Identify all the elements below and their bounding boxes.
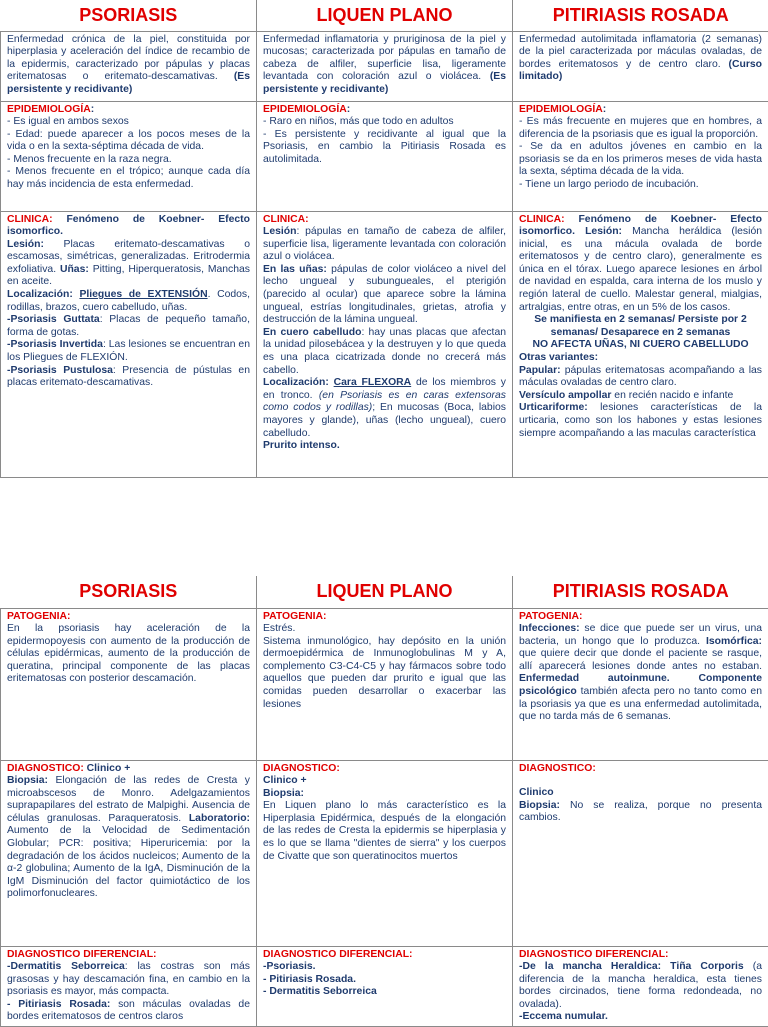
table-top (0, 0, 768, 478)
clinica-pitiriasis: CLINICA: Fenómeno de Koebner- Efecto isomorfico. Lesión: Mancha heráldica (lesión inicial, es una mácula ovalada de borde eritematosos y de centro claro), generalmente es única en el tórax. Luego aparece lesiones en árbol de navidad en espalda, cara interna de los muslo y región lateral de cuello. Malestar general, mialgias, artralgias, entre otras, en un 5% de los casos. Se manifiesta en 2 semanas/ Persiste por 2 semanas/ Desaparece en 2 semanas NO AFECTA UÑAS, NI CUERO CABELLUDO Otras variantes: Papular: pápulas eritematosas acompañando a las máculas ovaladas de centro claro. Versículo ampollar en recién nacido e infante Urticariforme: lesiones características de la urticaria, como son los habones y estas lesiones siempre acompañando a las maculas característica (513, 211, 768, 477)
diferencial-liquen: DIAGNOSTICO DIFERENCIAL: -Psoriasis. - Pitiriasis Rosada. - Dermatitis Seborreica (257, 946, 513, 1027)
header-psoriasis: PSORIASIS (1, 0, 257, 31)
header-psoriasis-2: PSORIASIS (1, 576, 257, 608)
table-bottom (0, 576, 768, 1027)
patogenia-pitiriasis: PATOGENIA: Infecciones: se dice que puede ser un virus, una bacteria, un hongo que lo produzca. Isomórfica: que quiere decir que donde el paciente se rasque, allí aparecerá lesiones donde antes no estaban. Enfermedad autoinmune. Componente psicológico también afecta pero no tanto como en la psoriasis ya que es una enfermedad autolimitada, que no tarda más de 6 semanas. (513, 608, 768, 760)
header-liquen-plano: LIQUEN PLANO (257, 0, 513, 31)
epidemiology-psoriasis: EPIDEMIOLOGÍA: - Es igual en ambos sexos - Edad: puede aparecer a los pocos meses de la vida o en la sexta-séptima década de vida. - Menos frecuente en la raza negra. - Menos frecuente en el trópico; aunque cada día hay más incidencia de esta enfermedad. (1, 101, 257, 211)
patogenia-psoriasis: PATOGENIA: En la psoriasis hay aceleración de la epidermopoyesis con aumento de la producción de células epidérmicas, aumento de la producción de queratina, principal componente de las placas eritematosas con posterior descamación. (1, 608, 257, 760)
diagnostico-liquen: DIAGNOSTICO: Clinico + Biopsia: En Liquen plano lo más característico es la Hiperplasia Epidérmica, después de la elongación de las redes de Cresta la epidermis se hiperplasia y es lo que se llama "dientes de sierra" y los cuerpos de Civatte que son queratinocitos muertos (257, 760, 513, 946)
diferencial-pitiriasis: DIAGNOSTICO DIFERENCIAL: -De la mancha Heraldica: Tiña Corporis (a diferencia de la mancha heraldica, esta tienes bordes circinados, tiene forma redondeada, no ovalada). -Eccema numular. (513, 946, 768, 1027)
patogenia-liquen: PATOGENIA: Estrés. Sistema inmunológico, hay depósito en la unión dermoepidérmica de Inmunoglobulinas M y A, complemento C3-C4-C5 y hay fármacos sobre todo aquellos que pueden dar prurito e igual que las comidas pueden desarrollar o exacerbar las lesiones (257, 608, 513, 760)
clinica-liquen: CLINICA: Lesión: pápulas en tamaño de cabeza de alfiler, superficie lisa, ligeramente levantada con coloración azul o violácea. En las uñas: pápulas de color violáceo a nivel del lecho ungueal y subungueales, el pterigión (parecido al ocular) que aparece sobre la lámina ungueal, estrías longitudinales, grietas, atrofia y destrucción de la lámina ungueal. En cuero cabelludo: hay unas placas que afectan la unidad pilosebácea y la destruyen y lo que queda es una placa cicatrizada donde no crecerá más cabello. Localización: Cara FLEXORA de los miembros y en tronco. (en Psoriasis es en caras extensoras como codos y rodillas); En mucosas (Boca, labios mayores y glande), uñas (lecho ungueal), cuero cabelludo. Prurito intenso. (257, 211, 513, 477)
definition-psoriasis: Enfermedad crónica de la piel, constituida por hiperplasia y aceleración del índice de recambio de la epidermis, caracterizado por pápulas y placas eritematosas o eritemato-descamativas. (Es persistente y recidivante) (1, 31, 257, 101)
diferencial-row (1, 946, 768, 1027)
header-row-2 (1, 576, 768, 608)
definition-pitiriasis: Enfermedad autolimitada inflamatoria (2 semanas) de la piel caracterizada por máculas ovaladas, de bordes eritematosos y de centro claro. (Curso limitado) (513, 31, 768, 101)
epidemiology-pitiriasis: EPIDEMIOLOGÍA: - Es más frecuente en mujeres que en hombres, a diferencia de la psoriasis que es igual la proporción. - Se da en adultos jóvenes en cambio en la psoriasis se da en los primeros meses de vida hasta la sexta, séptima década de la vida. - Tiene un largo periodo de incubación. (513, 101, 768, 211)
epidemiology-liquen: EPIDEMIOLOGÍA: - Raro en niños, más que todo en adultos - Es persistente y recidivante al igual que la Psoriasis, en cambio la Pitiriasis Rosada es autolimitada. (257, 101, 513, 211)
diferencial-psoriasis: DIAGNOSTICO DIFERENCIAL: -Dermatitis Seborreica: las costras son más grasosas y hay descamación fina, en cambio en la psoriasis es mayor, más compacta. - Pitiriasis Rosada: son máculas ovaladas de bordes eritematosos de centros claros (1, 946, 257, 1027)
definition-row (1, 31, 768, 101)
clinica-psoriasis: CLINICA: Fenómeno de Koebner- Efecto isomorfico. Lesión: Placas eritemato-descamativas o escamosas, simétricas, generalizadas. Eritrodermia exfoliativa. Uñas: Pitting, Hiperqueratosis, Manchas en aceite. Localización: Pliegues de EXTENSIÓN. Codos, rodillas, brazos, cuero cabelludo, uñas. -Psoriasis Guttata: Placas de pequeño tamaño, forma de gotas. -Psoriasis Invertida: Las lesiones se encuentran en los Pliegues de FLEXIÓN. -Psoriasis Pustulosa: Presencia de pústulas en placas eritemato-descamativas. (1, 211, 257, 477)
header-pitiriasis-rosada: PITIRIASIS ROSADA (513, 0, 768, 31)
header-row (1, 0, 768, 31)
patogenia-row (1, 608, 768, 760)
clinica-row (1, 211, 768, 477)
epidemiology-row (1, 101, 768, 211)
header-liquen-plano-2: LIQUEN PLANO (257, 576, 513, 608)
diagnostico-pitiriasis: DIAGNOSTICO: Clinico Biopsia: No se realiza, porque no presenta cambios. (513, 760, 768, 946)
header-pitiriasis-rosada-2: PITIRIASIS ROSADA (513, 576, 768, 608)
diagnostico-psoriasis: DIAGNOSTICO: Clinico + Biopsia: Elongación de las redes de Cresta y microabscesos de Monro. Adelgazamientos suprapapilares del estrato de Malpighi. Ausencia de células granulosas. Paraqueratosis. Laboratorio: Aumento de la Velocidad de Sedimentación Globular; PCR: positiva; Hiperuricemia: por la degradación de los ácidos nucleicos; Aumento de la α-2 globulina; Aumento de la IgA, Disminución de la IgM Disminución del factor quimiotáctico de los polimorfonucleares. (1, 760, 257, 946)
definition-liquen: Enfermedad inflamatoria y pruriginosa de la piel y mucosas; caracterizada por pápulas en tamaño de cabeza de alfiler, superficie lisa, ligeramente levantada con coloración azul o violácea. (Es persistente y recidivante) (257, 31, 513, 101)
diagnostico-row (1, 760, 768, 946)
